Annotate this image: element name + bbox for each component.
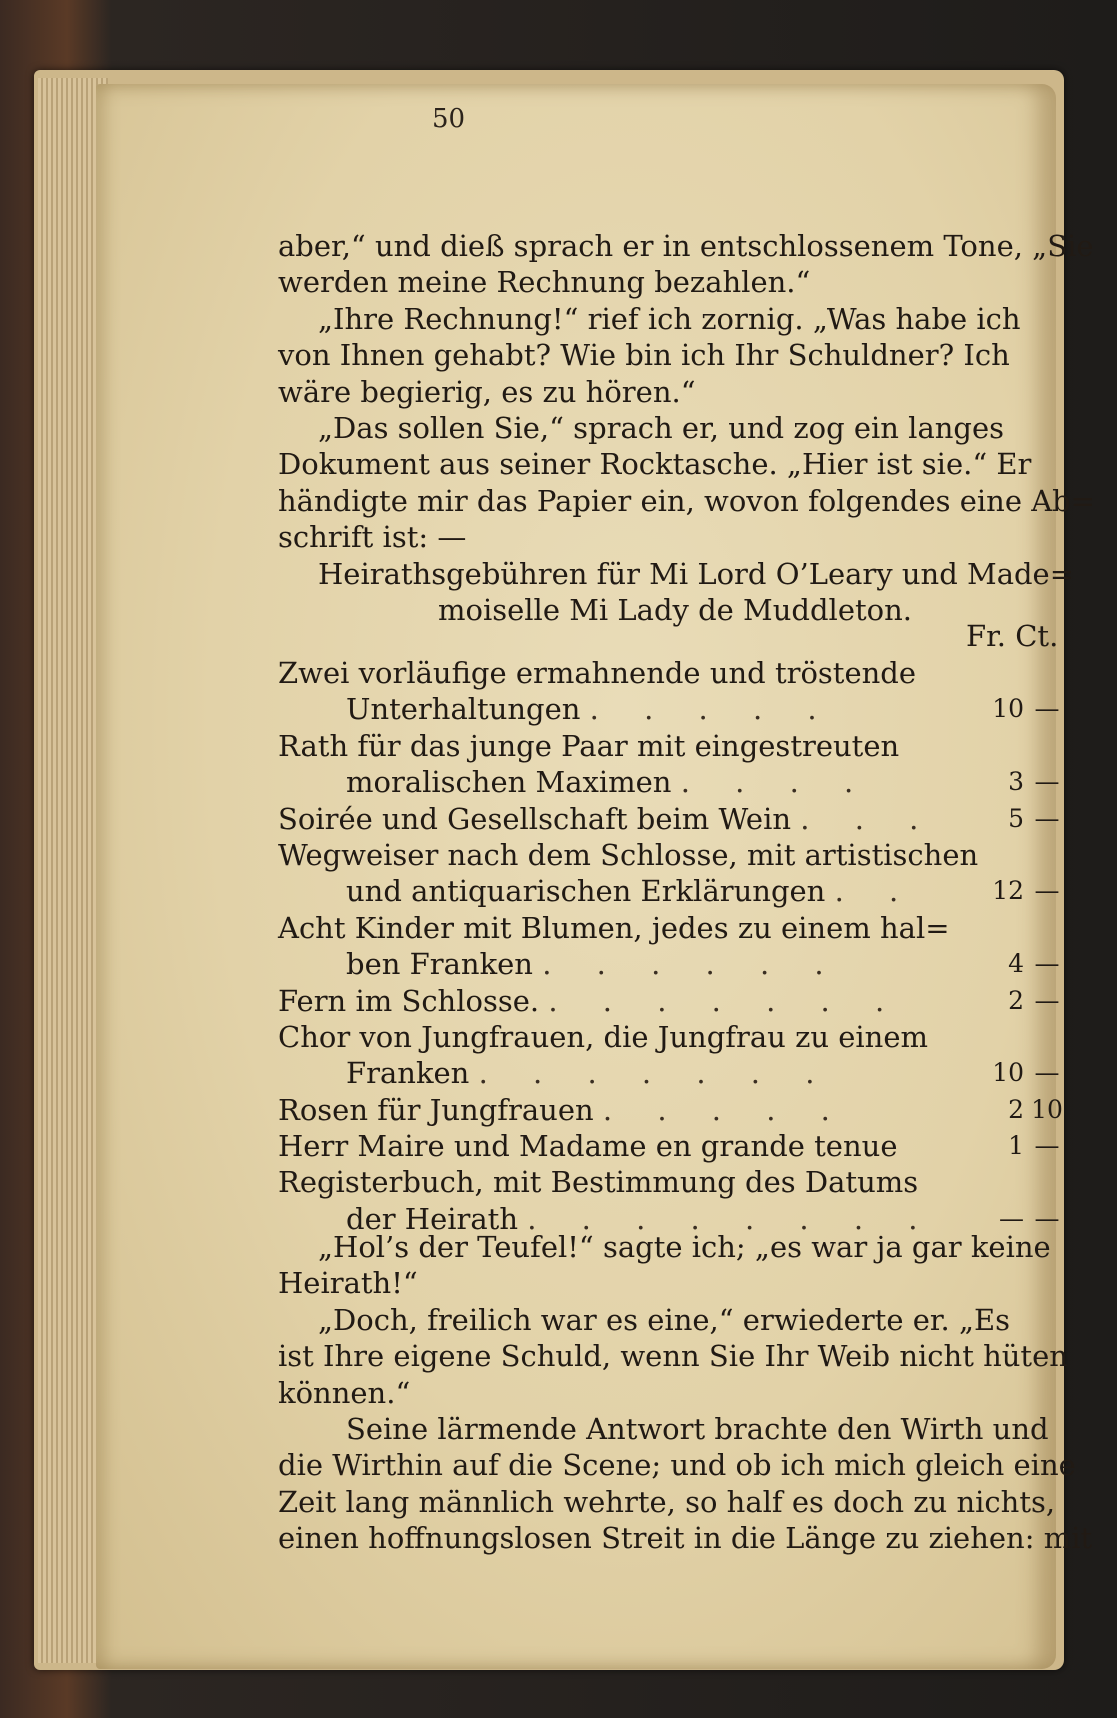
fee-list xyxy=(278,655,1078,1237)
fee-label xyxy=(278,873,1078,909)
fee-label-text: und antiquarischen Erklärungen xyxy=(346,874,826,909)
fee-cents: — xyxy=(1034,767,1060,797)
fee-label: Acht Kinder mit Blumen, jedes zu einem hal= xyxy=(278,910,950,945)
fee-label: Chor von Jungfrauen, die Jungfrau zu einem xyxy=(278,1019,929,1054)
fee-francs: 1 xyxy=(1008,1131,1024,1161)
fee-label-text: moralischen Maximen xyxy=(346,765,672,800)
fee-label: Rath für das junge Paar mit eingestreuten xyxy=(278,728,900,763)
fee-row xyxy=(278,801,1078,837)
fee-label: Zwei vorläufige ermahnende und tröstende xyxy=(278,656,917,690)
fee-label xyxy=(278,801,1078,837)
body-text-bottom xyxy=(278,1229,1093,1557)
text-line: die Wirthin auf die Scene; und ob ich mich gleich eine xyxy=(278,1448,1076,1483)
fee-cents: — xyxy=(1034,1131,1060,1161)
fee-label-text: Franken xyxy=(346,1056,470,1091)
fee-francs: 10 xyxy=(992,694,1024,724)
fee-cents: — xyxy=(1034,1203,1060,1233)
text-line: „Das sollen Sie,“ sprach er, und zog ein langes xyxy=(318,410,1005,445)
text-line: Seine lärmende Antwort brachte den Wirth und xyxy=(346,1411,1049,1446)
leader-dots: . . . . . . xyxy=(542,947,842,982)
fee-francs: 12 xyxy=(992,876,1024,906)
leader-dots: . . . xyxy=(800,801,937,836)
fee-francs: 3 xyxy=(1008,767,1024,797)
fee-row xyxy=(278,837,1078,910)
leader-dots: . . . . . . . xyxy=(548,983,903,1018)
fee-label-text: ben Franken xyxy=(346,947,533,982)
body-text-top xyxy=(278,228,1096,628)
fee-label xyxy=(278,946,1078,982)
fee-label xyxy=(278,691,1078,727)
text-line: schrift ist: — xyxy=(278,520,467,555)
fee-row xyxy=(278,1092,1078,1128)
text-line: wäre begierig, es zu hören.“ xyxy=(278,374,696,409)
fee-amount xyxy=(976,1092,1066,1128)
fee-amount xyxy=(976,873,1066,909)
fee-label-text: Fern im Schlosse. xyxy=(278,983,540,1018)
leader-dots: . . . . . xyxy=(602,1092,848,1127)
fee-label-text: der Heirath xyxy=(346,1201,519,1236)
text-line: „Hol’s der Teufel!“ sagte ich; „es war ja gar keine xyxy=(318,1230,1051,1264)
fee-label-text: Soirée und Gesellschaft beim Wein xyxy=(278,801,792,836)
text-line: von Ihnen gehabt? Wie bin ich Ihr Schuldner? Ich xyxy=(278,338,1010,373)
fee-label xyxy=(278,1055,1078,1091)
fee-cents: — xyxy=(1034,803,1060,833)
leader-dots: . . xyxy=(834,874,917,909)
fee-amount xyxy=(976,1055,1066,1091)
fee-francs: 10 xyxy=(992,1058,1024,1088)
fee-cents: — xyxy=(1034,1058,1060,1088)
currency-header: Fr. Ct. xyxy=(966,619,1059,653)
fee-label: Registerbuch, mit Bestimmung des Datums xyxy=(278,1165,919,1200)
fee-label: Wegweiser nach dem Schlosse, mit artistischen xyxy=(278,837,979,872)
fee-row xyxy=(278,983,1078,1019)
text-line: „Doch, freilich war es eine,“ erwiederte er. „Es xyxy=(318,1302,1011,1337)
fee-francs: 5 xyxy=(1008,803,1024,833)
text-line: werden meine Rechnung bezahlen.“ xyxy=(278,265,811,300)
fee-francs: 2 xyxy=(1008,1094,1024,1124)
fee-amount xyxy=(976,1128,1066,1164)
fee-amount xyxy=(976,983,1066,1019)
fee-label-text: Rosen für Jungfrauen xyxy=(278,1092,594,1127)
fee-amount xyxy=(976,946,1066,982)
fee-amount xyxy=(976,764,1066,800)
fee-cents: — xyxy=(1034,694,1060,724)
fee-label xyxy=(278,764,1078,800)
fee-cents: 10 xyxy=(1031,1094,1063,1124)
fee-cents: — xyxy=(1034,876,1060,906)
fee-label-text: Unterhaltungen xyxy=(346,692,581,727)
leader-dots: . . . . . xyxy=(589,692,835,727)
fee-row xyxy=(278,1019,1078,1092)
text-line: können.“ xyxy=(278,1375,411,1410)
fee-row xyxy=(278,910,1078,983)
fee-row xyxy=(278,1164,1078,1237)
text-line: ist Ihre eigene Schuld, wenn Sie Ihr Weib nicht hüten xyxy=(278,1339,1068,1374)
text-line: Heirath!“ xyxy=(278,1266,418,1301)
fee-amount xyxy=(976,801,1066,837)
text-line: Zeit lang männlich wehrte, so half es doch zu nichts, xyxy=(278,1484,1056,1519)
text-line: aber,“ und dieß sprach er in entschlossenem Tone, „Sie xyxy=(278,229,1094,263)
fee-francs: 4 xyxy=(1008,949,1024,979)
fee-label xyxy=(278,1092,1078,1128)
text-line: einen hoffnungslosen Streit in die Länge zu ziehen: mit xyxy=(278,1521,1093,1556)
list-heading: Heirathsgebühren für Mi Lord O’Leary und Made= xyxy=(318,556,1075,591)
fee-row xyxy=(278,1128,1078,1164)
fee-francs: — xyxy=(999,1203,1024,1233)
list-heading: moiselle Mi Lady de Muddleton. xyxy=(438,592,912,627)
text-line: händigte mir das Papier ein, wovon folgendes eine Ab= xyxy=(278,483,1096,518)
leader-dots: . . . . xyxy=(680,765,872,800)
fee-label xyxy=(278,1128,1078,1164)
leader-dots: . . . . . . . xyxy=(478,1056,833,1091)
fee-label xyxy=(278,983,1078,1019)
fee-row xyxy=(278,655,1078,728)
fee-label-text: Herr Maire und Madame en grande tenue xyxy=(278,1129,898,1164)
text-line: Dokument aus seiner Rocktasche. „Hier ist sie.“ Er xyxy=(278,447,1032,482)
fee-cents: — xyxy=(1034,985,1060,1015)
fee-amount xyxy=(976,691,1066,727)
fee-francs: 2 xyxy=(1008,985,1024,1015)
fee-row xyxy=(278,728,1078,801)
fee-cents: — xyxy=(1034,949,1060,979)
leader-dots: . . . . . . . . xyxy=(527,1201,936,1236)
page-number: 50 xyxy=(431,104,466,134)
text-line: „Ihre Rechnung!“ rief ich zornig. „Was habe ich xyxy=(318,301,1021,336)
